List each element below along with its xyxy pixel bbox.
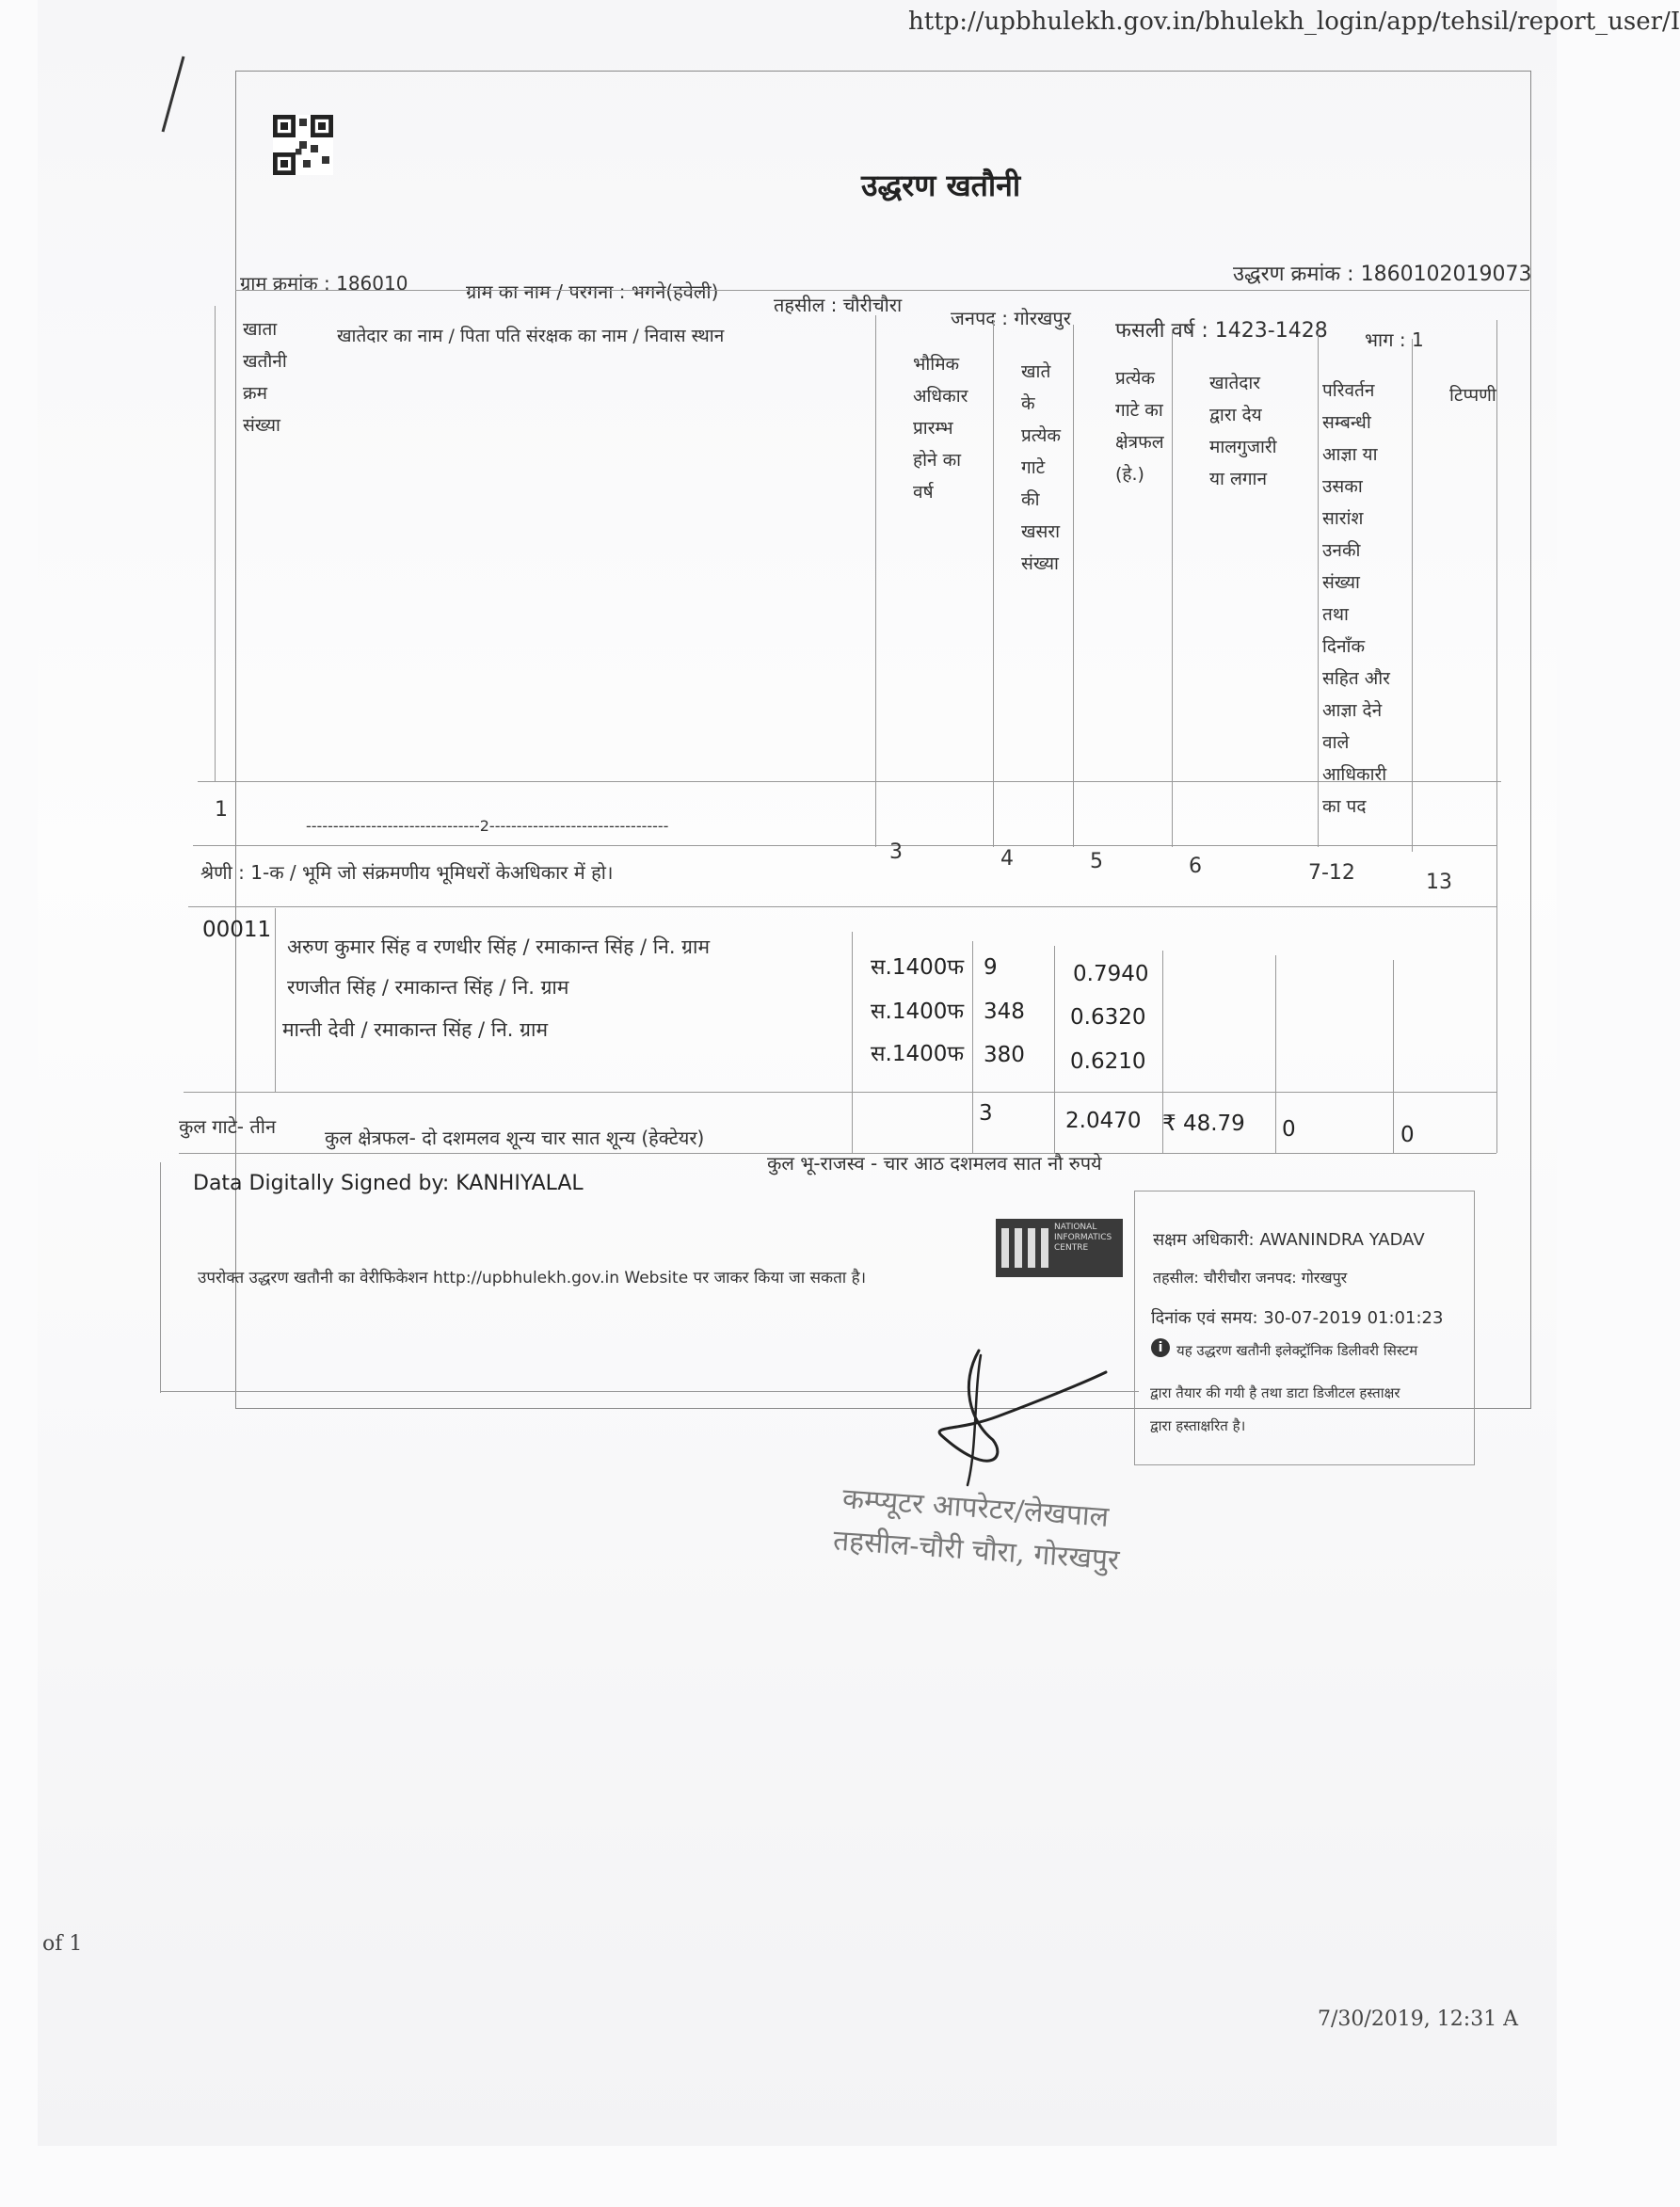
colnum-13: 13 <box>1426 871 1452 894</box>
header-parivartan-line: दिनाँक <box>1322 636 1366 657</box>
header-khasra-line: संख्या <box>1021 553 1059 574</box>
header-khasra-line: के <box>1021 393 1035 414</box>
header-bhaumik-line: भौमिक <box>913 354 960 375</box>
plot-area: 0.7940 <box>1073 962 1149 986</box>
khasra-number: 380 <box>984 1043 1025 1067</box>
rule-colnum-top <box>198 781 1501 782</box>
rule-left <box>160 1162 161 1393</box>
document-title: उद्धरण खतौनी <box>861 168 1021 203</box>
kul-gate: कुल गाटे- तीन <box>179 1115 277 1138</box>
header-parivartan-line: वाले <box>1322 732 1350 753</box>
page-count: of 1 <box>42 1932 83 1956</box>
header-khata-line: खतौनी <box>243 351 287 372</box>
header-parivartan-line: उसका <box>1322 476 1363 497</box>
entry-sep-4 <box>1054 946 1055 1153</box>
header-parivartan-line: उनकी <box>1322 540 1361 561</box>
total-c7: 0 <box>1282 1117 1296 1142</box>
handwritten-signature <box>904 1346 1120 1487</box>
col-sep-1 <box>215 306 216 781</box>
colnum-1: 1 <box>215 798 228 822</box>
header-parivartan-line: सहित और <box>1322 668 1390 689</box>
colnum-2: --------------------------------2--------------------------------- <box>306 817 669 835</box>
entry-sep-3 <box>972 941 973 1153</box>
khasra-number: 348 <box>984 1000 1025 1024</box>
plot-year: स.1400फ <box>871 1000 965 1024</box>
header-bhaumik-line: होने का <box>913 450 962 471</box>
total-c13: 0 <box>1400 1123 1415 1147</box>
header-malguzari <box>1209 367 1277 495</box>
officer-datetime: दिनांक एवं समय: 30-07-2019 01:01:23 <box>1151 1308 1444 1328</box>
kul-kshetrafal: कुल क्षेत्रफल- दो दशमलव शून्य चार सात शून्य (हेक्टेयर) <box>325 1127 705 1149</box>
header-khata-line: संख्या <box>243 415 280 436</box>
nic-logo <box>996 1219 1123 1277</box>
col-sep-7 <box>1412 339 1413 852</box>
print-timestamp: 7/30/2019, 12:31 A <box>1318 2007 1519 2031</box>
header-parivartan-line: आधिकारी <box>1322 764 1387 785</box>
gram-kramank: ग्राम क्रमांक : 186010 <box>240 272 408 295</box>
header-malguzari-line: या लगान <box>1209 469 1268 489</box>
officer-tahsil: तहसील: चौरीचौरा जनपद: गोरखपुर <box>1153 1269 1348 1287</box>
header-khata-line: खाता <box>243 319 278 340</box>
header-kshetrafal <box>1115 362 1164 490</box>
uddharan-kramank: उद्धरण क्रमांक : 1860102019073 <box>1233 263 1532 286</box>
header-bhaumik-line: प्रारम्भ <box>913 418 953 439</box>
col-sep-5 <box>1172 329 1173 847</box>
entry-sep-6 <box>1275 955 1276 1153</box>
rule-colnum-bottom <box>193 845 1496 846</box>
bhag: भाग : 1 <box>1365 328 1424 351</box>
header-malguzari-line: मालगुजारी <box>1209 437 1277 457</box>
header-parivartan-line: सारांश <box>1322 508 1364 529</box>
header-parivartan <box>1322 375 1390 823</box>
colnum-6: 6 <box>1189 855 1202 878</box>
colnum-4: 4 <box>1000 847 1014 871</box>
janpad: जनपद : गोरखपुर <box>951 307 1071 329</box>
stamp-line: तहसील-चौरी चौरा, गोरखपुर <box>832 1524 1121 1577</box>
gram-naam: ग्राम का नाम / परगना : भगने(हवेली) <box>466 280 719 303</box>
plot-year: स.1400फ <box>871 1042 965 1066</box>
header-bhaumik-line: अधिकार <box>913 386 968 407</box>
pen-mark <box>155 52 193 136</box>
entry-sep-1 <box>275 908 276 1092</box>
header-tippani: टिप्पणी <box>1449 385 1496 406</box>
header-khata <box>243 313 287 441</box>
kul-rajasv: कुल भू-राजस्व - चार आठ दशमलव सात नौ रुपये <box>767 1152 1102 1175</box>
header-parivartan-line: आज्ञा देने <box>1322 700 1383 721</box>
header-khasra-line: गाटे <box>1021 457 1046 478</box>
header-parivartan-line: आज्ञा या <box>1322 444 1378 465</box>
qr-code-icon <box>273 115 333 175</box>
header-bhaumik-line: वर्ष <box>913 482 934 503</box>
header-khasra-line: खसरा <box>1021 521 1061 542</box>
colnum-3: 3 <box>889 840 903 864</box>
plot-area: 0.6320 <box>1070 1005 1146 1030</box>
officer-note: यह उद्धरण खतौनी इलेक्ट्रॉनिक डिलीवरी सिस्टम <box>1176 1342 1418 1359</box>
rule-meta <box>235 290 1529 291</box>
col-sep-4 <box>1073 325 1074 847</box>
colnum-5: 5 <box>1090 850 1103 873</box>
fasli-varsh: फसली वर्ष : 1423-1428 <box>1115 319 1328 343</box>
col-sep-6 <box>1318 334 1319 847</box>
officer-note: द्वारा तैयार की गयी है तथा डाटा डिजीटल हस्ताक्षर <box>1150 1384 1400 1401</box>
digitally-signed-by: Data Digitally Signed by: KANHIYALAL <box>193 1172 584 1195</box>
col-sep-3 <box>993 320 994 847</box>
entry-sep-2 <box>852 932 853 1153</box>
owner-line: मान्ती देवी / रमाकान्त सिंह / नि. ग्राम <box>282 1018 549 1041</box>
officer-name: सक्षम अधिकारी: AWANINDRA YADAV <box>1153 1230 1425 1250</box>
header-malguzari-line: द्वारा देय <box>1209 405 1262 425</box>
header-kshetrafal-line: प्रत्येक <box>1115 368 1155 389</box>
header-khasra-line: की <box>1021 489 1040 510</box>
owner-line: रणजीत सिंह / रमाकान्त सिंह / नि. ग्राम <box>287 976 569 999</box>
rule-entry-top <box>188 906 1496 907</box>
nic-label: NATIONAL INFORMATICS CENTRE <box>1054 1223 1112 1253</box>
plot-area: 0.6210 <box>1070 1049 1146 1074</box>
header-kshetrafal-line: क्षेत्रफल <box>1115 432 1164 453</box>
entry-sep-7 <box>1393 960 1394 1153</box>
total-count: 3 <box>979 1101 993 1126</box>
header-kshetrafal-line: गाटे का <box>1115 400 1163 421</box>
header-khasra-line: खाते <box>1021 361 1051 382</box>
header-bhaumik <box>913 348 968 508</box>
header-kshetrafal-line: (हे.) <box>1115 464 1144 485</box>
nic-mark-icon <box>1001 1228 1048 1268</box>
header-parivartan-line: तथा <box>1322 604 1349 625</box>
total-lagan: ₹ 48.79 <box>1162 1111 1245 1136</box>
owner-line: अरुण कुमार सिंह व रणधीर सिंह / रमाकान्त सिंह / नि. ग्राम <box>287 936 711 958</box>
header-khata-line: क्रम <box>243 383 267 404</box>
header-khasra <box>1021 356 1061 580</box>
col-sep-right <box>1496 320 1497 1153</box>
header-parivartan-line: संख्या <box>1322 572 1360 593</box>
col-sep-2 <box>875 315 876 847</box>
header-parivartan-line: सम्बन्धी <box>1322 412 1371 433</box>
stamp-line: कम्प्यूटर आपरेटर/लेखपाल <box>840 1482 1111 1534</box>
info-icon: i <box>1151 1338 1170 1357</box>
header-malguzari-line: खातेदार <box>1209 373 1261 393</box>
khata-number: 00011 <box>202 918 272 942</box>
tahsil: तहसील : चौरीचौरा <box>774 294 903 316</box>
colnum-7-12: 7-12 <box>1308 861 1355 885</box>
header-naam: खातेदार का नाम / पिता पति संरक्षक का नाम / निवास स्थान <box>337 326 725 346</box>
header-parivartan-line: परिवर्तन <box>1322 380 1375 401</box>
header-parivartan-line: का पद <box>1322 796 1367 817</box>
header-khasra-line: प्रत्येक <box>1021 425 1061 446</box>
officer-note: द्वारा हस्ताक्षरित है। <box>1150 1417 1246 1434</box>
source-url: http://upbhulekh.gov.in/bhulekh_login/app/tehsil/report_user/I <box>908 8 1680 36</box>
plot-year: स.1400फ <box>871 955 965 980</box>
rule-entry-bottom <box>184 1092 1496 1093</box>
shreni-label: श्रेणी : 1-क / भूमि जो संक्रमणीय भूमिधरों केअधिकार में हो। <box>200 861 614 884</box>
verification-note: उपरोक्त उद्धरण खतौनी का वेरीफिकेशन http://upbhulekh.gov.in Website पर जाकर किया जा सकता है। <box>198 1269 867 1287</box>
khasra-number: 9 <box>984 955 998 980</box>
total-area: 2.0470 <box>1065 1109 1142 1133</box>
